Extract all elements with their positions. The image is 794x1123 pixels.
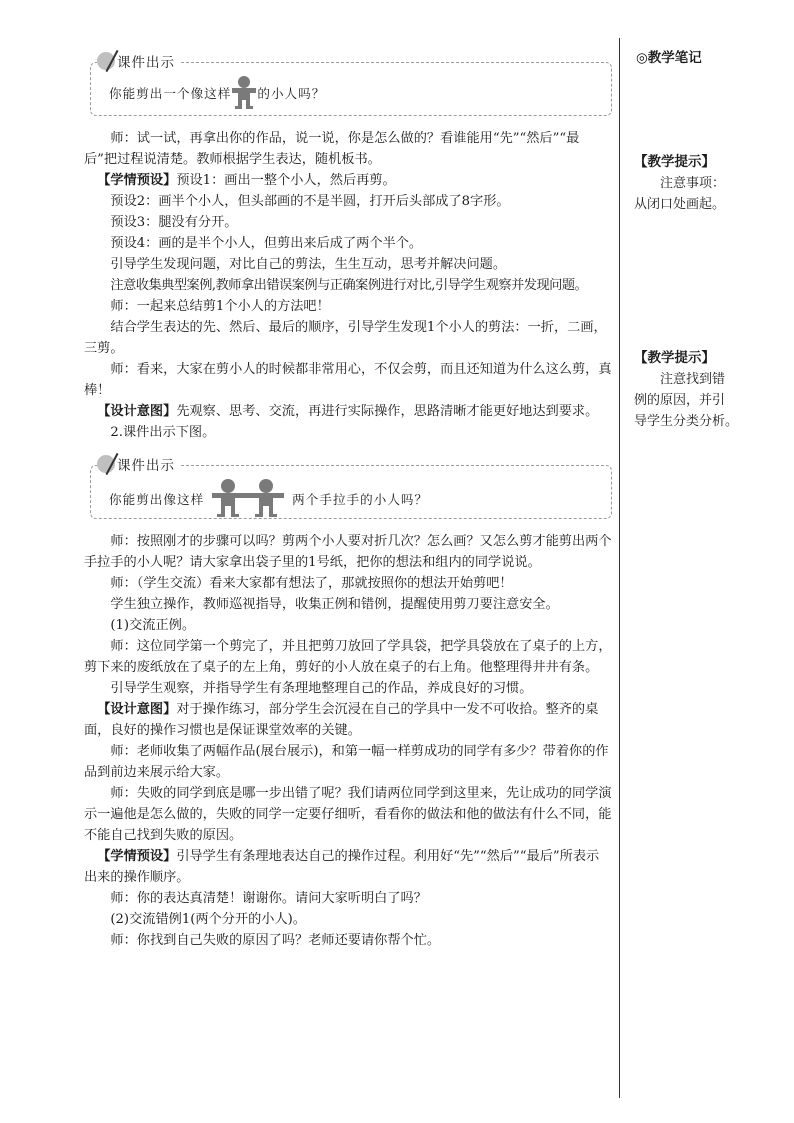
tag-design-intent: 【设计意图】 xyxy=(97,702,177,717)
teaching-tip-2 xyxy=(634,348,754,432)
paragraph: 预设4：画的是半个小人，但剪出来后成了两个半个。 xyxy=(110,236,423,251)
paragraph: 【设计意图】对于操作练习，部分学生会沉浸在自己的学具中一发不可收拾。整齐的桌面，良好的操作习惯也是保证课堂效率的关键。 xyxy=(84,702,599,738)
two-paper-people-icon xyxy=(208,478,288,518)
column-divider xyxy=(619,38,620,1098)
paragraph: 师：（学生交流）看来大家都有想法了，那就按照你的想法开始剪吧！ xyxy=(110,576,513,591)
paragraph: 师：你找到自己失败的原因了吗？老师还要请你帮个忙。 xyxy=(110,933,441,948)
teaching-tip-1-line2: 从闭口处画起。 xyxy=(634,197,726,212)
teaching-tip-1-line1: 注意事项： xyxy=(660,176,726,191)
courseware-box-1 xyxy=(90,55,612,116)
tag-learning-prediction: 【学情预设】 xyxy=(97,173,177,188)
paragraph: 师：看来，大家在剪小人的时候都非常用心，不仅会剪，而且还知道为什么这么剪，真棒！ xyxy=(84,362,612,398)
paragraph: (1)交流正例。 xyxy=(110,618,196,633)
paper-person-icon xyxy=(231,75,257,109)
tag-design-intent: 【设计意图】 xyxy=(97,404,177,419)
paragraph: (2)交流错例1(两个分开的小人)。 xyxy=(110,912,306,927)
paragraph: 2.课件出示下图。 xyxy=(110,425,216,440)
teaching-notes-title: ◎教学笔记 xyxy=(636,50,702,66)
paragraph: 师：试一试，再拿出你的作品，说一说，你是怎么做的？看谁能用“先”“然后”“最后”把过程说清楚。教师根据学生表达，随机板书。 xyxy=(84,131,580,167)
courseware-label-2: 课件出示 xyxy=(97,452,181,476)
paragraph: 师：按照刚才的步骤可以吗？剪两个小人要对折几次？怎么画？又怎么剪才能剪出两个手拉手的小人呢？请大家拿出袋子里的1号纸，把你的想法和组内的同学说说。 xyxy=(84,534,612,570)
paragraph: 师：你的表达真清楚！谢谢你。请问大家听明白了吗？ xyxy=(110,891,427,906)
paragraph: 引导学生发现问题，对比自己的剪法，生生互动，思考并解决问题。 xyxy=(110,257,507,272)
courseware-question-2: 你能剪出像这样 两个手拉手的小人吗？ xyxy=(109,478,428,518)
main-content xyxy=(84,42,612,951)
teaching-tip-2-heading: 【教学提示】 xyxy=(634,350,715,366)
paragraph: 【设计意图】先观察、思考、交流，再进行实际操作，思路清晰才能更好地达到要求。 xyxy=(97,404,599,419)
paragraph: 学生独立操作，教师巡视指导，收集正例和错例，提醒使用剪刀要注意安全。 xyxy=(110,597,559,612)
paragraph: 师：这位同学第一个剪完了，并且把剪刀放回了学具袋，把学具袋放在了桌子的上方，剪下来的废纸放在了桌子的左上角，剪好的小人放在桌子的右上角。他整理得井井有条。 xyxy=(84,639,612,675)
teaching-tip-1-heading: 【教学提示】 xyxy=(634,154,715,170)
teaching-tip-1 xyxy=(634,152,754,215)
paragraph: 【学情预设】引导学生有条理地表达自己的操作过程。利用好“先”“然后”“最后”所表示出来的操作顺序。 xyxy=(84,849,600,885)
paragraph: 注意收集典型案例,教师拿出错误案例与正确案例进行对比,引导学生观察并发现问题。 xyxy=(110,278,588,293)
courseware-question-1: 你能剪出一个像这样 的小人吗？ xyxy=(109,75,325,109)
teaching-tip-2-line3: 导学生分类分析。 xyxy=(634,414,739,429)
paragraph: 师：失败的同学到底是哪一步出错了呢？我们请两位同学到这里来，先让成功的同学演示一遍他是怎么做的，失败的同学一定要仔细听，看看你的做法和他的做法有什么不同，能不能自己找到失败的原因。 xyxy=(84,786,612,843)
paragraph: 【学情预设】预设1：画出一整个小人，然后再剪。 xyxy=(97,173,396,188)
tag-learning-prediction: 【学情预设】 xyxy=(97,849,177,864)
teaching-tip-2-line1: 注意找到错 xyxy=(660,372,726,387)
courseware-label-1: 课件出示 xyxy=(97,49,181,73)
paragraph: 引导学生观察，并指导学生有条理地整理自己的作品，养成良好的习惯。 xyxy=(110,681,533,696)
paragraph: 预设3：腿没有分开。 xyxy=(110,215,238,230)
paragraph: 师：老师收集了两幅作品(展台展示)，和第一幅一样剪成功的同学有多少？带着你的作品到前边来展示给大家。 xyxy=(84,744,609,780)
paragraph: 师：一起来总结剪1个小人的方法吧！ xyxy=(110,299,330,314)
courseware-box-2 xyxy=(90,458,612,519)
paragraph: 结合学生表达的先、然后、最后的顺序，引导学生发现1个小人的剪法：一折，二画，三剪。 xyxy=(84,320,607,356)
teaching-tip-2-line2: 例的原因，并引 xyxy=(634,393,726,408)
paragraph: 预设2：画半个小人，但头部画的不是半圆，打开后头部成了8字形。 xyxy=(110,194,510,209)
